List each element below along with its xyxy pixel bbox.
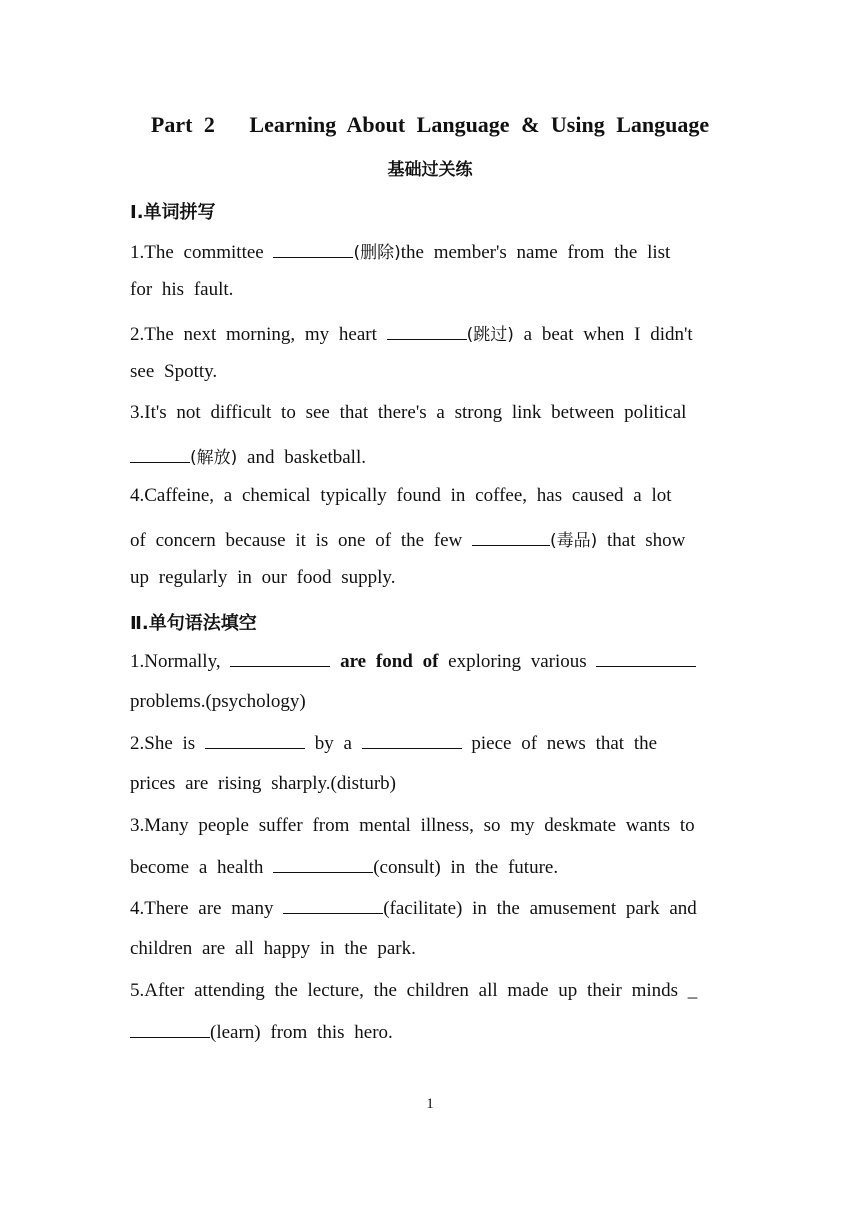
page-subtitle: 基础过关练 bbox=[387, 160, 473, 180]
answer-blank[interactable] bbox=[362, 732, 462, 749]
question-text: 3.It's not difficult to see that there's a strong link between political bbox=[130, 402, 687, 423]
question-text: 5.After attending the lecture, the children all made up their minds _ bbox=[130, 980, 698, 1001]
section-heading-word-spelling: Ⅰ.单词拼写 bbox=[130, 202, 216, 223]
question-text: 4.Caffeine, a chemical typically found in coffee, has caused a lot bbox=[130, 485, 672, 506]
question-line bbox=[130, 238, 730, 264]
answer-blank[interactable] bbox=[273, 856, 373, 873]
answer-blank[interactable] bbox=[472, 529, 550, 546]
chinese-hint: (解放) bbox=[190, 448, 238, 468]
question-text: of concern because it is one of the few bbox=[130, 530, 473, 551]
question-line bbox=[130, 361, 730, 383]
chinese-hint: (删除) bbox=[353, 243, 401, 263]
question-line bbox=[130, 1021, 730, 1044]
question-line bbox=[130, 443, 730, 469]
question-line bbox=[130, 732, 730, 755]
question-text: see Spotty. bbox=[130, 361, 218, 382]
bold-phrase: are fond of bbox=[340, 651, 439, 672]
question-line bbox=[130, 980, 730, 1002]
answer-blank[interactable] bbox=[283, 897, 383, 914]
question-line bbox=[130, 402, 730, 424]
chinese-hint: (毒品) bbox=[550, 531, 598, 551]
question-line bbox=[130, 691, 730, 713]
question-text: 2.The next morning, my heart bbox=[130, 324, 387, 345]
question-line bbox=[130, 773, 730, 795]
question-line bbox=[130, 650, 730, 673]
question-line bbox=[130, 279, 730, 301]
question-text: piece of news that the bbox=[461, 733, 658, 754]
question-line bbox=[130, 567, 730, 589]
answer-blank[interactable] bbox=[230, 650, 330, 667]
question-text: (facilitate) in the amusement park and bbox=[383, 898, 697, 919]
question-line bbox=[130, 938, 730, 960]
question-text: a beat when I didn't bbox=[513, 324, 693, 345]
question-text: 2.She is bbox=[130, 733, 205, 754]
question-text: problems.(psychology) bbox=[130, 691, 306, 712]
question-text: 1.The committee bbox=[130, 242, 274, 263]
answer-blank[interactable] bbox=[273, 241, 353, 258]
answer-blank[interactable] bbox=[596, 650, 696, 667]
question-text: (consult) in the future. bbox=[373, 857, 559, 878]
question-text: children are all happy in the park. bbox=[130, 938, 416, 959]
question-line bbox=[130, 485, 730, 507]
question-text: exploring various bbox=[438, 651, 597, 672]
question-line bbox=[130, 856, 730, 879]
question-text: and basketball. bbox=[237, 447, 366, 468]
section-heading-grammar-fill: Ⅱ.单句语法填空 bbox=[130, 613, 257, 634]
question-line bbox=[130, 897, 730, 920]
question-text: by a bbox=[304, 733, 362, 754]
question-line bbox=[130, 815, 730, 837]
answer-blank[interactable] bbox=[205, 732, 305, 749]
question-text: (learn) from this hero. bbox=[210, 1022, 393, 1043]
answer-blank[interactable] bbox=[130, 446, 190, 463]
question-text: become a health bbox=[130, 857, 274, 878]
answer-blank[interactable] bbox=[387, 323, 467, 340]
question-text: 1.Normally, bbox=[130, 651, 231, 672]
question-text: that show bbox=[597, 530, 686, 551]
chinese-hint: (跳过) bbox=[466, 325, 514, 345]
answer-blank[interactable] bbox=[130, 1021, 210, 1038]
question-text: up regularly in our food supply. bbox=[130, 567, 396, 588]
page-number: 1 bbox=[426, 1096, 434, 1112]
question-line bbox=[130, 526, 730, 552]
question-text: 3.Many people suffer from mental illness, so my deskmate wants to bbox=[130, 815, 695, 836]
question-line bbox=[130, 320, 730, 346]
page-title: Part 2 Learning About Language & Using Language bbox=[150, 112, 710, 137]
question-text: for his fault. bbox=[130, 279, 234, 300]
question-text: prices are rising sharply.(disturb) bbox=[130, 773, 396, 794]
question-text: the member's name from the list bbox=[400, 242, 671, 263]
question-text: 4.There are many bbox=[130, 898, 284, 919]
